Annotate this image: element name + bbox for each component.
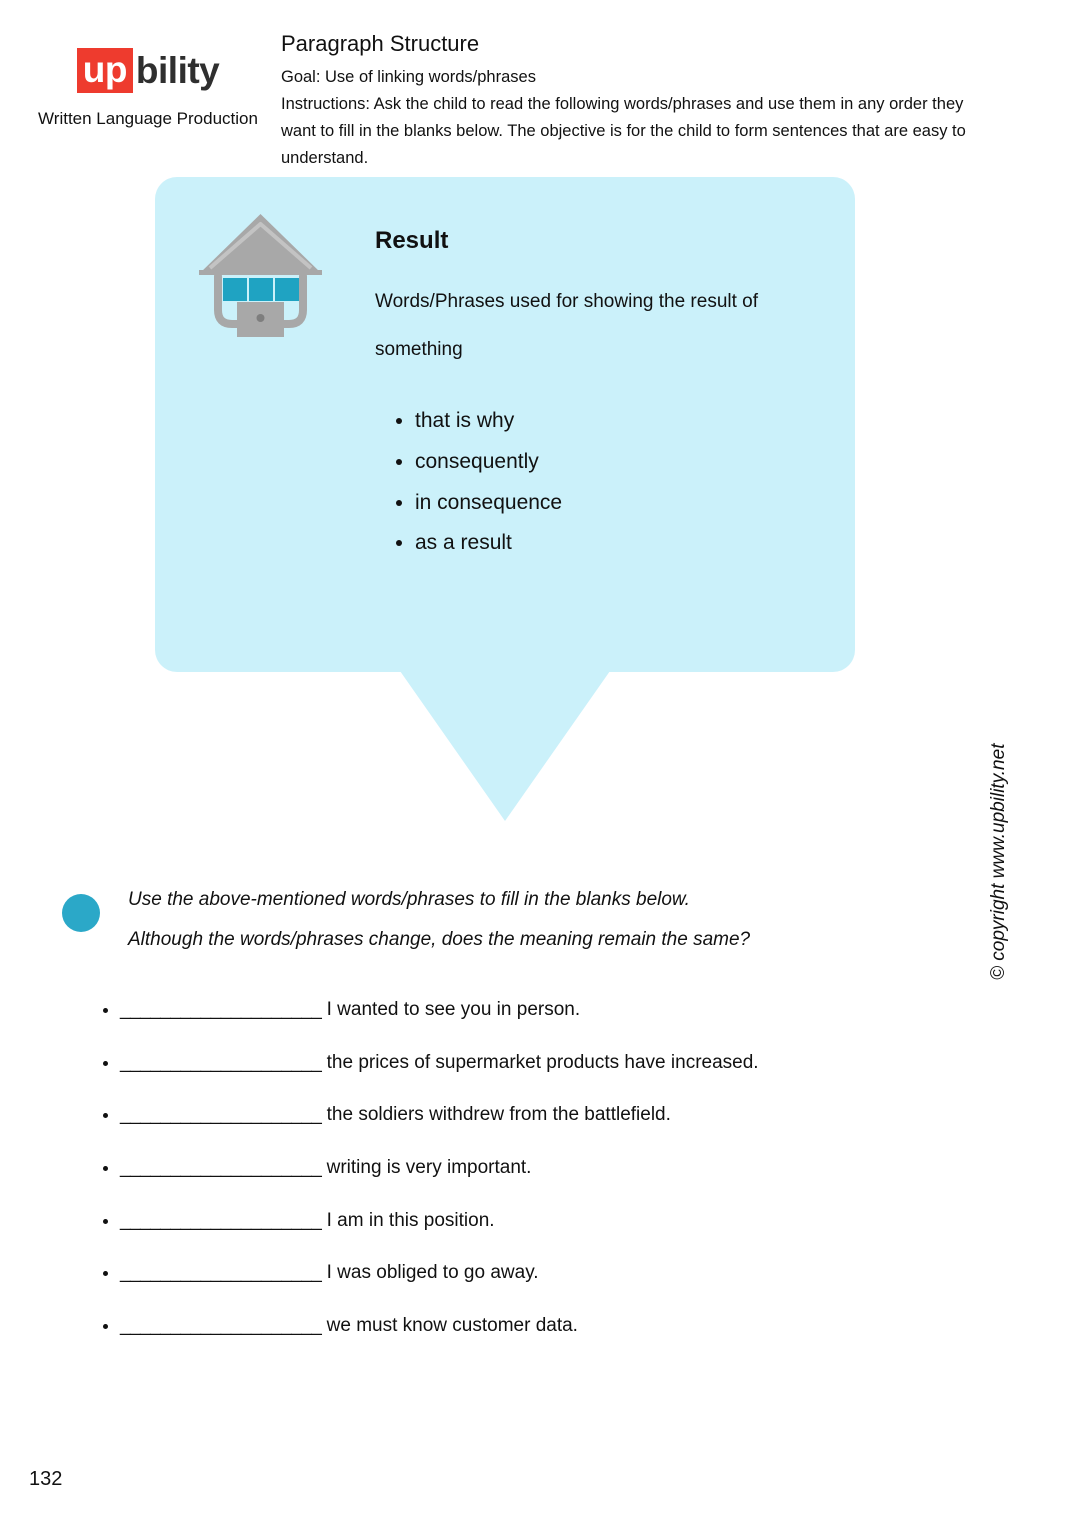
bubble-heading: Result (375, 227, 449, 254)
speech-bubble-tail (400, 671, 610, 821)
exercise-sentence: I am in this position. (326, 1209, 495, 1231)
exercise-sentence: I was obliged to go away. (326, 1262, 539, 1284)
page-number: 132 (29, 1468, 63, 1490)
exercise-item (120, 1314, 1020, 1339)
bubble-description-line-1: Words/Phrases used for showing the result of (375, 290, 759, 312)
list-item: • as a result (415, 523, 825, 564)
house-icon (198, 210, 323, 345)
blank-field[interactable]: ____________________ (120, 1209, 322, 1231)
copyright-text: © copyright www.upbility.net (988, 743, 1009, 980)
blank-field[interactable]: ____________________ (120, 1051, 322, 1073)
page-title: Paragraph Structure (281, 31, 480, 56)
blank-field[interactable]: ____________________ (120, 999, 322, 1020)
page-header (0, 0, 1071, 175)
exercise-sentence: we must know customer data. (326, 1315, 578, 1337)
exercise-item (120, 1209, 1020, 1234)
list-item: • consequently (415, 442, 825, 483)
blank-field[interactable]: ____________________ (120, 1262, 322, 1284)
brand-block (28, 48, 268, 129)
exercise-sentence: the soldiers withdrew from the battlefield. (326, 1104, 671, 1126)
logo-up-mark: up (77, 48, 133, 93)
instructions-text: Instructions: Ask the child to read the following words/phrases and use them in any order they want to fill in the blanks below. The objective is for the child to form sentences that are easy to understand. (281, 95, 966, 167)
header-text-block (281, 30, 981, 171)
linking-phrase-list (375, 401, 825, 565)
exercise-sentence: writing is very important. (326, 1157, 532, 1179)
bubble-content (375, 227, 825, 564)
speech-bubble (155, 177, 855, 672)
exercise-item (120, 1051, 1020, 1076)
goal-text: Goal: Use of linking words/phrases (281, 67, 536, 86)
list-item: • that is why (415, 401, 825, 442)
exercise-item (120, 1261, 1020, 1286)
brand-subtitle: Written Language Production (38, 109, 258, 128)
logo-bility-text: bility (135, 50, 220, 91)
blank-field[interactable]: ____________________ (120, 1157, 322, 1179)
exercise-sentence: the prices of supermarket products have increased. (326, 1051, 759, 1073)
exercise-list (92, 998, 1020, 1367)
speech-bubble-container (155, 177, 855, 672)
blank-field[interactable]: ____________________ (120, 1315, 322, 1337)
exercise-item (120, 998, 1020, 1023)
task-prompt-line-2: Although the words/phrases change, does the meaning remain the same? (128, 928, 751, 950)
exercise-item (120, 1156, 1020, 1181)
exercise-sentence: I wanted to see you in person. (326, 999, 581, 1020)
exercise-item (120, 1103, 1020, 1128)
blank-field[interactable]: ____________________ (120, 1104, 322, 1126)
task-bullet-dot-icon (62, 894, 100, 932)
copyright-sidebar (966, 300, 1009, 980)
task-prompt-lines (128, 880, 948, 960)
list-item: • in consequence (415, 483, 825, 524)
task-prompt-line-1: Use the above-mentioned words/phrases to fill in the blanks below. (128, 889, 690, 910)
upbility-logo (77, 48, 220, 93)
bubble-description-line-2: something (375, 339, 463, 361)
